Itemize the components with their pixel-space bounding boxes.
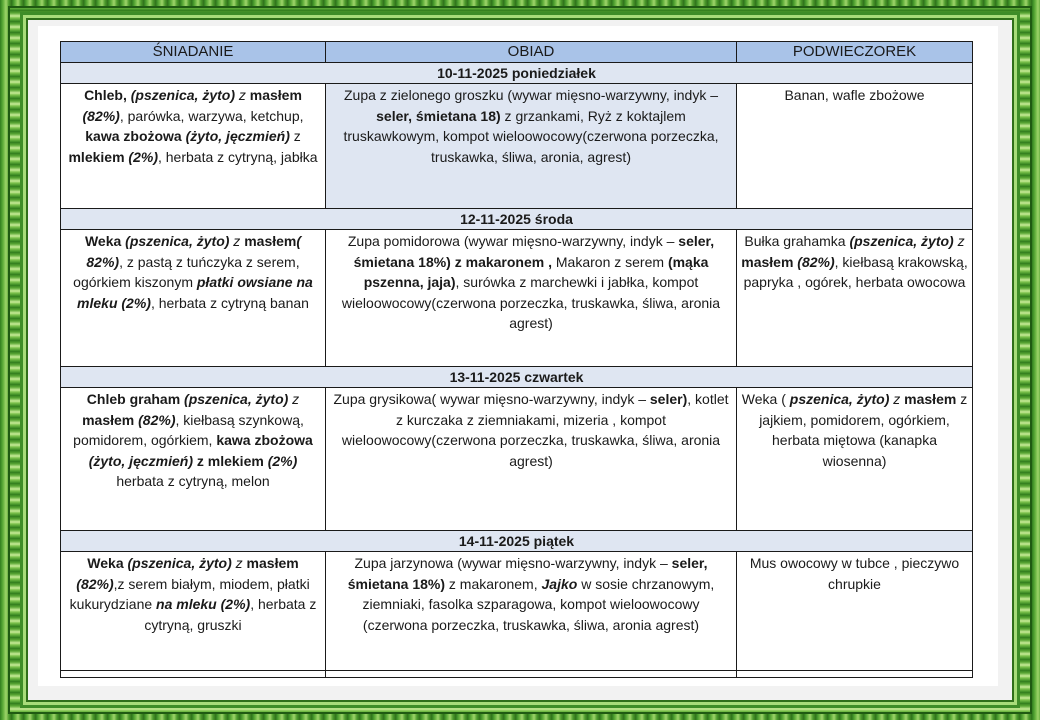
day-row xyxy=(61,367,973,388)
menu-text-run: Jajko xyxy=(541,575,578,592)
menu-text-run: Zupa z zielonego groszku (wywar mięsno-warzywny, indyk – xyxy=(344,87,718,103)
menu-text-run: herbata z cytryną, melon xyxy=(116,473,270,490)
menu-text-run: z xyxy=(289,128,301,145)
obiad-cell xyxy=(326,552,737,671)
menu-text-run: , herbata z cytryną, gruszki xyxy=(144,596,317,633)
meal-row xyxy=(61,230,973,367)
day-date: 13-11-2025 czwartek xyxy=(61,367,973,388)
obiad-cell xyxy=(326,84,737,209)
menu-text-run: masłem xyxy=(741,253,794,270)
menu-text-run: seler) xyxy=(649,391,688,407)
header-row xyxy=(61,42,973,63)
menu-text-run: (pszenica, żyto) xyxy=(130,87,235,103)
menu-text-run: Weka ( xyxy=(741,391,790,407)
menu-text-run: seler, śmietana 18%) z makaronem , xyxy=(353,233,715,270)
menu-text-run: z xyxy=(889,391,905,407)
meal-row xyxy=(61,552,973,671)
menu-text-run: Zupa grysikowa( wywar mięsno-warzywny, indyk – xyxy=(333,391,650,407)
menu-text-run: (82%) xyxy=(82,107,120,124)
day-row xyxy=(61,63,973,84)
sniadanie-cell xyxy=(61,230,326,367)
menu-text-run: płatki owsiane na mleku (2%) xyxy=(77,274,313,311)
sniadanie-cell xyxy=(61,552,326,671)
menu-text-run: mlekiem xyxy=(68,148,125,165)
menu-text-run: Banan, wafle zbożowe xyxy=(784,87,925,103)
empty-cell xyxy=(737,671,973,678)
obiad-cell xyxy=(326,230,737,367)
menu-text-run: (2%) xyxy=(124,148,158,165)
menu-text-run: masłem xyxy=(244,233,297,249)
menu-text-run: masłem xyxy=(249,87,302,103)
weekly-menu-table xyxy=(60,41,973,678)
header-obiad: OBIAD xyxy=(326,42,737,63)
sniadanie-cell xyxy=(61,84,326,209)
menu-text-run: , z pastą z tuńczyka z serem, ogórkiem kiszonym xyxy=(73,253,300,291)
menu-text-run: , surówka z marchewki i jabłka, kompot wieloowocowy(czerwona porzeczka, truskawka, śliwa, aronia agrest) xyxy=(341,274,721,332)
menu-text-run: , herbata z cytryną, jabłka xyxy=(157,148,318,165)
menu-text-run: Chleb graham xyxy=(86,391,185,407)
menu-text-run: (82%) xyxy=(793,253,835,270)
menu-text-run: pszenica, żyto) xyxy=(789,391,890,407)
menu-text-run: (pszenica, żyto) xyxy=(849,233,954,249)
menu-text-run: z xyxy=(229,233,245,249)
menu-text-run: z jajkiem, pomidorem, ogórkiem, herbata miętowa (kanapka wiosenna) xyxy=(759,391,968,469)
empty-cell xyxy=(61,671,326,678)
menu-text-run: , parówka, warzywa, ketchup, xyxy=(119,107,304,124)
day-date: 10-11-2025 poniedziałek xyxy=(61,63,973,84)
menu-text-run: Zupa pomidorowa (wywar mięsno-warzywny, indyk – xyxy=(347,233,679,249)
menu-text-run: masłem xyxy=(82,411,135,428)
podwieczorek-cell xyxy=(737,388,973,531)
menu-text-run: na mleku (2%) xyxy=(156,596,251,613)
menu-text-run: (żyto, jęczmień) xyxy=(88,452,193,469)
empty-cell xyxy=(326,671,737,678)
menu-text-run: masłem xyxy=(246,555,299,571)
menu-text-run: z mlekiem xyxy=(192,452,264,469)
day-row xyxy=(61,209,973,230)
menu-text-run: z xyxy=(234,87,250,103)
menu-text-run: (żyto, jęczmień) xyxy=(181,128,290,145)
menu-text-run: , herbata z cytryną banan xyxy=(150,294,309,311)
menu-text-run: (pszenica, żyto) xyxy=(184,391,289,407)
menu-text-run: z makaronem, xyxy=(445,575,542,592)
menu-text-run: Bułka grahamka xyxy=(744,233,850,249)
day-date: 14-11-2025 piątek xyxy=(61,531,973,552)
meal-row xyxy=(61,84,973,209)
menu-text-run: , kiełbasą szynkową, pomidorem, ogórkiem, xyxy=(73,411,304,449)
meal-row xyxy=(61,388,973,531)
menu-text-run: z xyxy=(231,555,247,571)
menu-text-run: ,z serem białym, miodem, płatki kukurydziane xyxy=(69,575,310,613)
menu-text-run: z grzankami, Ryż z koktajlem truskawkowym, kompot wieloowocowy(czerwona porzeczka, truskawka, śliwa, aronia, agrest) xyxy=(343,107,719,165)
day-row xyxy=(61,531,973,552)
menu-text-run: w sosie chrzanowym, ziemniaki, fasolka szparagowa, kompot wieloowocowy (czerwona porzeczka, truskawka, śliwa, aronia agrest) xyxy=(362,575,715,633)
menu-text-run: (mąka pszenna, jaja) xyxy=(363,253,709,291)
menu-text-run: z xyxy=(953,233,965,249)
menu-text-run: (82%) xyxy=(134,411,176,428)
menu-text-run: , kiełbasą krakowską, papryka , ogórek, herbata owocowa xyxy=(743,253,968,291)
podwieczorek-cell xyxy=(737,84,973,209)
menu-text-run: Zupa jarzynowa (wywar mięsno-warzywny, indyk – xyxy=(354,555,672,571)
menu-text-run: (pszenica, żyto) xyxy=(125,233,230,249)
menu-text-run: (pszenica, żyto) xyxy=(127,555,232,571)
menu-text-run: Weka xyxy=(84,233,126,249)
header-podwieczorek: PODWIECZOREK xyxy=(737,42,973,63)
menu-text-run: ( 82%) xyxy=(86,233,302,270)
menu-text-run: Weka xyxy=(87,555,128,571)
menu-text-run: , kotlet z kurczaka z ziemniakami, mizeria , kompot wieloowocowy(czerwona porzeczka, truskawka, śliwa, aronia agrest) xyxy=(341,391,729,469)
menu-text-run: Chleb, xyxy=(84,87,131,103)
day-date: 12-11-2025 środa xyxy=(61,209,973,230)
table-end-row xyxy=(61,671,973,678)
obiad-cell xyxy=(326,388,737,531)
menu-text-run: Mus owocowy w tubce , pieczywo chrupkie xyxy=(749,555,960,592)
menu-text-run: masłem xyxy=(904,391,957,407)
menu-text-run: Makaron z serem xyxy=(552,253,668,270)
menu-text-run: (82%) xyxy=(76,575,114,592)
menu-text-run: seler, śmietana 18%) xyxy=(347,555,708,592)
podwieczorek-cell xyxy=(737,552,973,671)
header-sniadanie: ŚNIADANIE xyxy=(61,42,326,63)
menu-text-run: kawa zbożowa xyxy=(85,128,182,145)
sniadanie-cell xyxy=(61,388,326,531)
menu-text-run: seler, śmietana 18) xyxy=(376,107,501,124)
podwieczorek-cell xyxy=(737,230,973,367)
menu-text-run: z xyxy=(288,391,300,407)
menu-text-run: kawa zbożowa xyxy=(216,432,313,449)
menu-text-run: (2%) xyxy=(263,452,298,469)
